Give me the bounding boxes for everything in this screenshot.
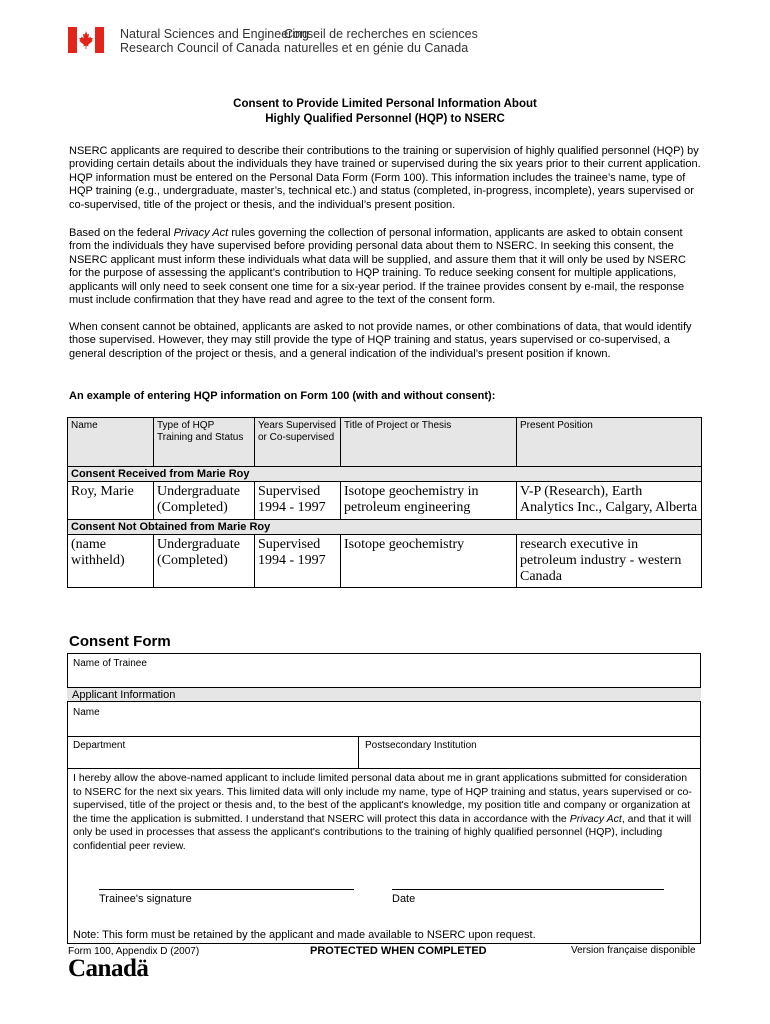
privacy-act-term: Privacy Act	[173, 227, 229, 239]
department-label: Department	[73, 740, 126, 751]
trainee-name-field[interactable]	[67, 653, 701, 687]
protected-notice: PROTECTED WHEN COMPLETED	[310, 945, 487, 957]
intro-paragraph: NSERC applicants are required to describe their contributions to the training or supervision of highly qualified personnel (HQP) by providing certain details about the individuals they have trained or supervised during the six years prior to their current application. HQP information must be entered on the Personal Data Form (Form 100). This information includes the trainee’s name, type of HQP training (e.g., undergraduate, master’s, technical etc.) and status (completed, in-progress, incomplete), years supervised or co-supervised, title of the project or thesis, and the individual’s present position.	[69, 145, 701, 211]
privacy-paragraph-end: rules governing the collection of personal information, applicants are asked to obtain consent from the individuals they have supervised before providing personal data about them to NSERC. In seeking this consent, the NSERC applicant must inform these individuals what data will be supplied, and assure them that it will only be used by NSERC for the purpose of assessing the applicant’s contribution to HQP training. To reduce seeking consent for multiple applications, applicants will only need to seek consent one time for a six-year period. If the trainee provides consent by e-mail, the response must include confirmation that they have read and agree to the text of the consent form.	[69, 227, 686, 307]
table-row	[68, 535, 702, 588]
table-cell: Undergraduate (Completed)	[154, 482, 255, 520]
column-header: Type of HQP Training and Status	[154, 418, 255, 467]
table-header-row	[68, 418, 702, 467]
column-header: Years Supervised or Co-supervised	[255, 418, 341, 467]
table-cell: research executive in petroleum industry - western Canada	[517, 535, 702, 588]
page-title-line1: Consent to Provide Limited Personal Information About	[233, 98, 537, 110]
table-cell: V-P (Research), Earth Analytics Inc., Calgary, Alberta	[517, 482, 702, 520]
consent-statement-start: I hereby allow the above-named applicant to include limited personal data about me in grant applications submitted for consideration to NSERC for the next six years. This limited data will only include my name, type of HQP training and status, years supervised or co-supervised, title of the project or thesis and, to the best of the applicant's knowledge, my position title and company or organization at the time the application is submitted. I understand that NSERC will protect this data in accordance with the	[73, 772, 692, 825]
section-label-no-consent: Consent Not Obtained from Marie Roy	[68, 520, 702, 535]
date-label: Date	[392, 893, 416, 905]
page-title-line2: Highly Qualified Personnel (HQP) to NSERC	[265, 113, 505, 125]
table-cell: (name withheld)	[68, 535, 154, 588]
form-id: Form 100, Appendix D (2007)	[68, 946, 200, 957]
example-table	[67, 417, 702, 588]
privacy-paragraph	[69, 227, 701, 307]
consent-statement-end: , and that it will only be used in processes that assess the applicant's contributions to the training of highly qualified personnel (HQP), including confidential peer review.	[73, 812, 692, 852]
canada-flag-icon	[68, 27, 104, 53]
signature-line[interactable]	[99, 889, 354, 890]
retention-note: Note: This form must be retained by the applicant and made available to NSERC upon request.	[73, 929, 536, 941]
column-header: Name	[68, 418, 154, 467]
section-row	[68, 520, 702, 535]
institution-label: Postsecondary Institution	[365, 740, 477, 751]
council-name-fr	[284, 27, 478, 55]
section-label-consent: Consent Received from Marie Roy	[68, 467, 702, 482]
table-cell: Roy, Marie	[68, 482, 154, 520]
applicant-name-label: Name	[73, 707, 100, 718]
council-name-en	[120, 27, 309, 55]
column-header: Present Position	[517, 418, 702, 467]
council-name-fr-line1: Conseil de recherches en sciences	[284, 27, 478, 41]
date-line[interactable]	[392, 889, 664, 890]
applicant-info-header	[67, 687, 701, 702]
applicant-name-field[interactable]	[67, 702, 701, 737]
table-cell: Isotope geochemistry in petroleum engineering	[341, 482, 517, 520]
section-row	[68, 467, 702, 482]
table-cell: Undergraduate (Completed)	[154, 535, 255, 588]
table-cell: Supervised 1994 - 1997	[255, 535, 341, 588]
column-header: Title of Project or Thesis	[341, 418, 517, 467]
table-row	[68, 482, 702, 520]
consent-form-title: Consent Form	[69, 633, 171, 650]
trainee-name-label: Name of Trainee	[73, 658, 147, 669]
signature-label: Trainee's signature	[99, 893, 192, 905]
table-cell: Supervised 1994 - 1997	[255, 482, 341, 520]
privacy-paragraph-start: Based on the federal	[69, 227, 174, 239]
applicant-info-label: Applicant Information	[72, 689, 176, 701]
council-name-en-line1: Natural Sciences and Engineering	[120, 27, 310, 41]
institution-field[interactable]	[359, 737, 701, 769]
council-name-en-line2: Research Council of Canada	[120, 41, 280, 55]
council-name-fr-line2: naturelles et en génie du Canada	[284, 41, 469, 55]
page-title	[69, 97, 701, 127]
example-heading: An example of entering HQP information on Form 100 (with and without consent):	[69, 390, 496, 402]
privacy-act-term: Privacy Act	[569, 812, 622, 825]
canada-wordmark: Canadä	[68, 955, 149, 982]
consent-statement	[73, 772, 693, 854]
department-field[interactable]	[67, 737, 359, 769]
table-cell: Isotope geochemistry	[341, 535, 517, 588]
version-notice: Version française disponible	[571, 945, 696, 956]
no-consent-paragraph: When consent cannot be obtained, applicants are asked to not provide names, or other combinations of data, that would identify those supervised. However, they may still provide the type of HQP training and status, years supervised or co-supervised, a general description of the project or thesis, and a general indication of the individual’s present position if known.	[69, 321, 692, 360]
